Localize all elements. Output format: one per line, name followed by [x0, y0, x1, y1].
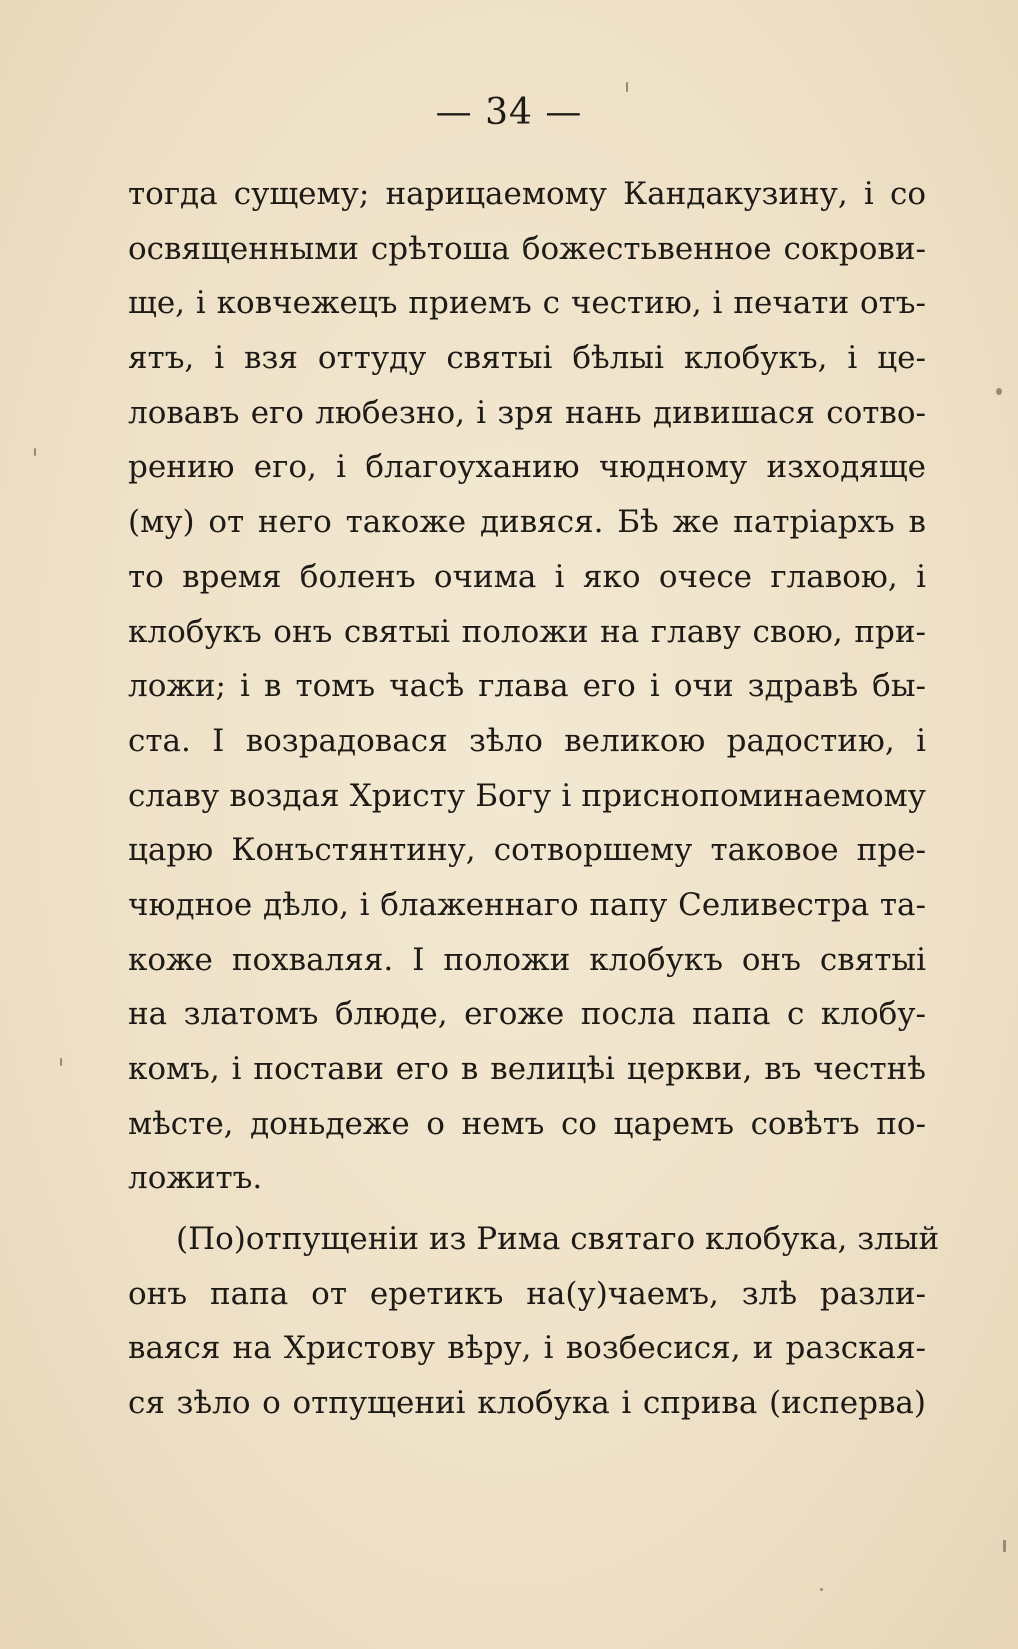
- text-line: то время боленъ очима і яко очесе главою, і: [128, 558, 926, 595]
- text-line: чюдное дѣло, і блаженнаго папу Селивестра та-: [128, 886, 926, 923]
- paragraph-2: [128, 1212, 940, 1431]
- text-line: (му) от него такоже дивяся. Бѣ же патріархъ в: [128, 504, 926, 541]
- text-line: онъ папа от еретикъ на(у)чаемъ, злѣ разли-: [128, 1275, 926, 1312]
- paper-speck: [820, 1588, 823, 1591]
- text-line: ваяся на Христову вѣру, і возбесися, и разская-: [128, 1330, 926, 1367]
- paper-speck: [34, 448, 36, 456]
- paper-speck: [996, 388, 1002, 395]
- text-line: на златомъ блюде, егоже посла папа с клобу-: [128, 996, 926, 1033]
- text-line: царю Конъстянтину, сотворшему таковое пре-: [128, 832, 926, 869]
- text-line: ста. І возрадовася зѣло великою радостию, і: [128, 722, 926, 759]
- text-line: клобукъ онъ святыі положи на главу свою, при-: [128, 613, 926, 650]
- text-line: рению его, і благоуханию чюдному изходяще: [128, 449, 926, 486]
- text-line: ложитъ.: [128, 1160, 263, 1197]
- text-line: (По)отпущеніи из Рима святаго клобука, злый: [176, 1221, 940, 1258]
- text-line: комъ, і постави его в велицѣі церкви, въ честнѣ: [128, 1051, 926, 1087]
- text-line: славу воздая Христу Богу і приснопоминаемому: [128, 777, 926, 814]
- text-line: коже похваляя. І положи клобукъ онъ святыі: [128, 941, 926, 978]
- paper-speck: [626, 82, 628, 92]
- text-line: ще, і ковчежецъ приемъ с честию, і печати отъ-: [128, 285, 926, 322]
- text-line: ловавъ его любезно, і зря нань дивишася сотво-: [128, 394, 926, 431]
- text-line: ся зѣло о отпущениі клобука і сприва (исперва): [128, 1385, 926, 1422]
- text-line: ложи; і в томъ часѣ глава его і очи здравѣ бы-: [128, 668, 926, 705]
- text-line: мѣсте, доньдеже о немъ со царемъ совѣтъ по-: [128, 1105, 926, 1142]
- body-text: [128, 167, 940, 1431]
- page-number: — 34 —: [435, 92, 583, 133]
- paper-speck: [1003, 1540, 1006, 1552]
- text-line: тогда сущему; нарицаемому Кандакузину, і со: [128, 176, 926, 212]
- paper-speck: [60, 1058, 62, 1066]
- text-line: ятъ, і взя оттуду святыі бѣлыі клобукъ, і це-: [128, 340, 926, 377]
- text-line: освященными срѣтоша божестьвенное сокрови-: [128, 230, 926, 267]
- paragraph-1: [128, 167, 926, 1206]
